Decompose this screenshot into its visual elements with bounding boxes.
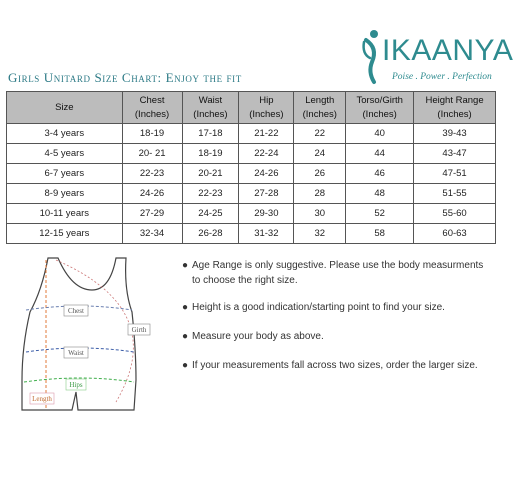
table-row xyxy=(7,224,496,244)
table-cell: 55-60 xyxy=(414,204,496,224)
bullet-icon: ● xyxy=(182,331,189,342)
note-item xyxy=(182,258,492,288)
table-cell: 8-9 years xyxy=(7,184,123,204)
table-cell: 44 xyxy=(346,144,414,164)
bullet-icon: ● xyxy=(182,360,189,371)
brand-tagline: Poise . Power . Perfection xyxy=(392,72,492,82)
table-row xyxy=(7,164,496,184)
table-cell: 24 xyxy=(294,144,346,164)
table-cell: 51-55 xyxy=(414,184,496,204)
header-waist: Waist (Inches) xyxy=(182,92,239,124)
table-row xyxy=(7,184,496,204)
note-text: Age Range is only suggestive. Please use the body measurments to choose the right size. xyxy=(192,260,484,286)
table-row xyxy=(7,204,496,224)
header-length: Length (Inches) xyxy=(294,92,346,124)
table-cell: 32 xyxy=(294,224,346,244)
table-cell: 10-11 years xyxy=(7,204,123,224)
table-cell: 46 xyxy=(346,164,414,184)
table-header-row xyxy=(7,92,496,124)
note-text: Measure your body as above. xyxy=(192,331,324,342)
table-cell: 22-23 xyxy=(182,184,239,204)
table-cell: 43-47 xyxy=(414,144,496,164)
table-cell: 27-29 xyxy=(122,204,182,224)
bullet-icon: ● xyxy=(182,302,189,313)
table-cell: 6-7 years xyxy=(7,164,123,184)
table-cell: 18-19 xyxy=(182,144,239,164)
table-cell: 20- 21 xyxy=(122,144,182,164)
table-cell: 28 xyxy=(294,184,346,204)
table-cell: 26-28 xyxy=(182,224,239,244)
table-cell: 3-4 years xyxy=(7,124,123,144)
table-cell: 58 xyxy=(346,224,414,244)
table-cell: 31-32 xyxy=(239,224,294,244)
page-title: Girls Unitard Size Chart: Enjoy the fit xyxy=(8,70,242,85)
table-row xyxy=(7,144,496,164)
brand-name: IKAANYA xyxy=(382,34,513,67)
table-cell: 17-18 xyxy=(182,124,239,144)
chest-label: Chest xyxy=(68,307,84,315)
note-item xyxy=(182,300,492,315)
table-cell: 52 xyxy=(346,204,414,224)
table-cell: 24-26 xyxy=(122,184,182,204)
table-cell: 26 xyxy=(294,164,346,184)
table-cell: 21-22 xyxy=(239,124,294,144)
table-cell: 24-26 xyxy=(239,164,294,184)
note-text: Height is a good indication/starting point to find your size. xyxy=(192,302,445,313)
table-row xyxy=(7,124,496,144)
note-item xyxy=(182,358,492,373)
brand-logo xyxy=(360,28,513,88)
size-chart-table xyxy=(6,91,496,244)
table-cell: 4-5 years xyxy=(7,144,123,164)
table-cell: 12-15 years xyxy=(7,224,123,244)
header-hip: Hip (Inches) xyxy=(239,92,294,124)
table-cell: 22-24 xyxy=(239,144,294,164)
note-item xyxy=(182,329,492,344)
table-cell: 47-51 xyxy=(414,164,496,184)
hips-label: Hips xyxy=(69,381,83,389)
bullet-icon: ● xyxy=(182,260,189,271)
waist-label: Waist xyxy=(68,349,84,357)
table-cell: 40 xyxy=(346,124,414,144)
table-cell: 60-63 xyxy=(414,224,496,244)
girth-label: Girth xyxy=(131,326,147,334)
note-text: If your measurements fall across two sizes, order the larger size. xyxy=(192,360,478,371)
header-size: Size xyxy=(7,92,123,124)
table-cell: 22-23 xyxy=(122,164,182,184)
table-cell: 27-28 xyxy=(239,184,294,204)
header-chest: Chest (Inches) xyxy=(122,92,182,124)
table-cell: 22 xyxy=(294,124,346,144)
table-cell: 32-34 xyxy=(122,224,182,244)
table-cell: 24-25 xyxy=(182,204,239,224)
table-cell: 48 xyxy=(346,184,414,204)
table-cell: 29-30 xyxy=(239,204,294,224)
table-cell: 20-21 xyxy=(182,164,239,184)
table-cell: 18-19 xyxy=(122,124,182,144)
header-torso-girth: Torso/Girth (Inches) xyxy=(346,92,414,124)
length-label: Length xyxy=(32,395,52,403)
table-cell: 39-43 xyxy=(414,124,496,144)
unitard-measurement-diagram xyxy=(20,250,170,415)
header-height-range: Height Range (Inches) xyxy=(414,92,496,124)
table-cell: 30 xyxy=(294,204,346,224)
sizing-notes xyxy=(182,258,492,382)
